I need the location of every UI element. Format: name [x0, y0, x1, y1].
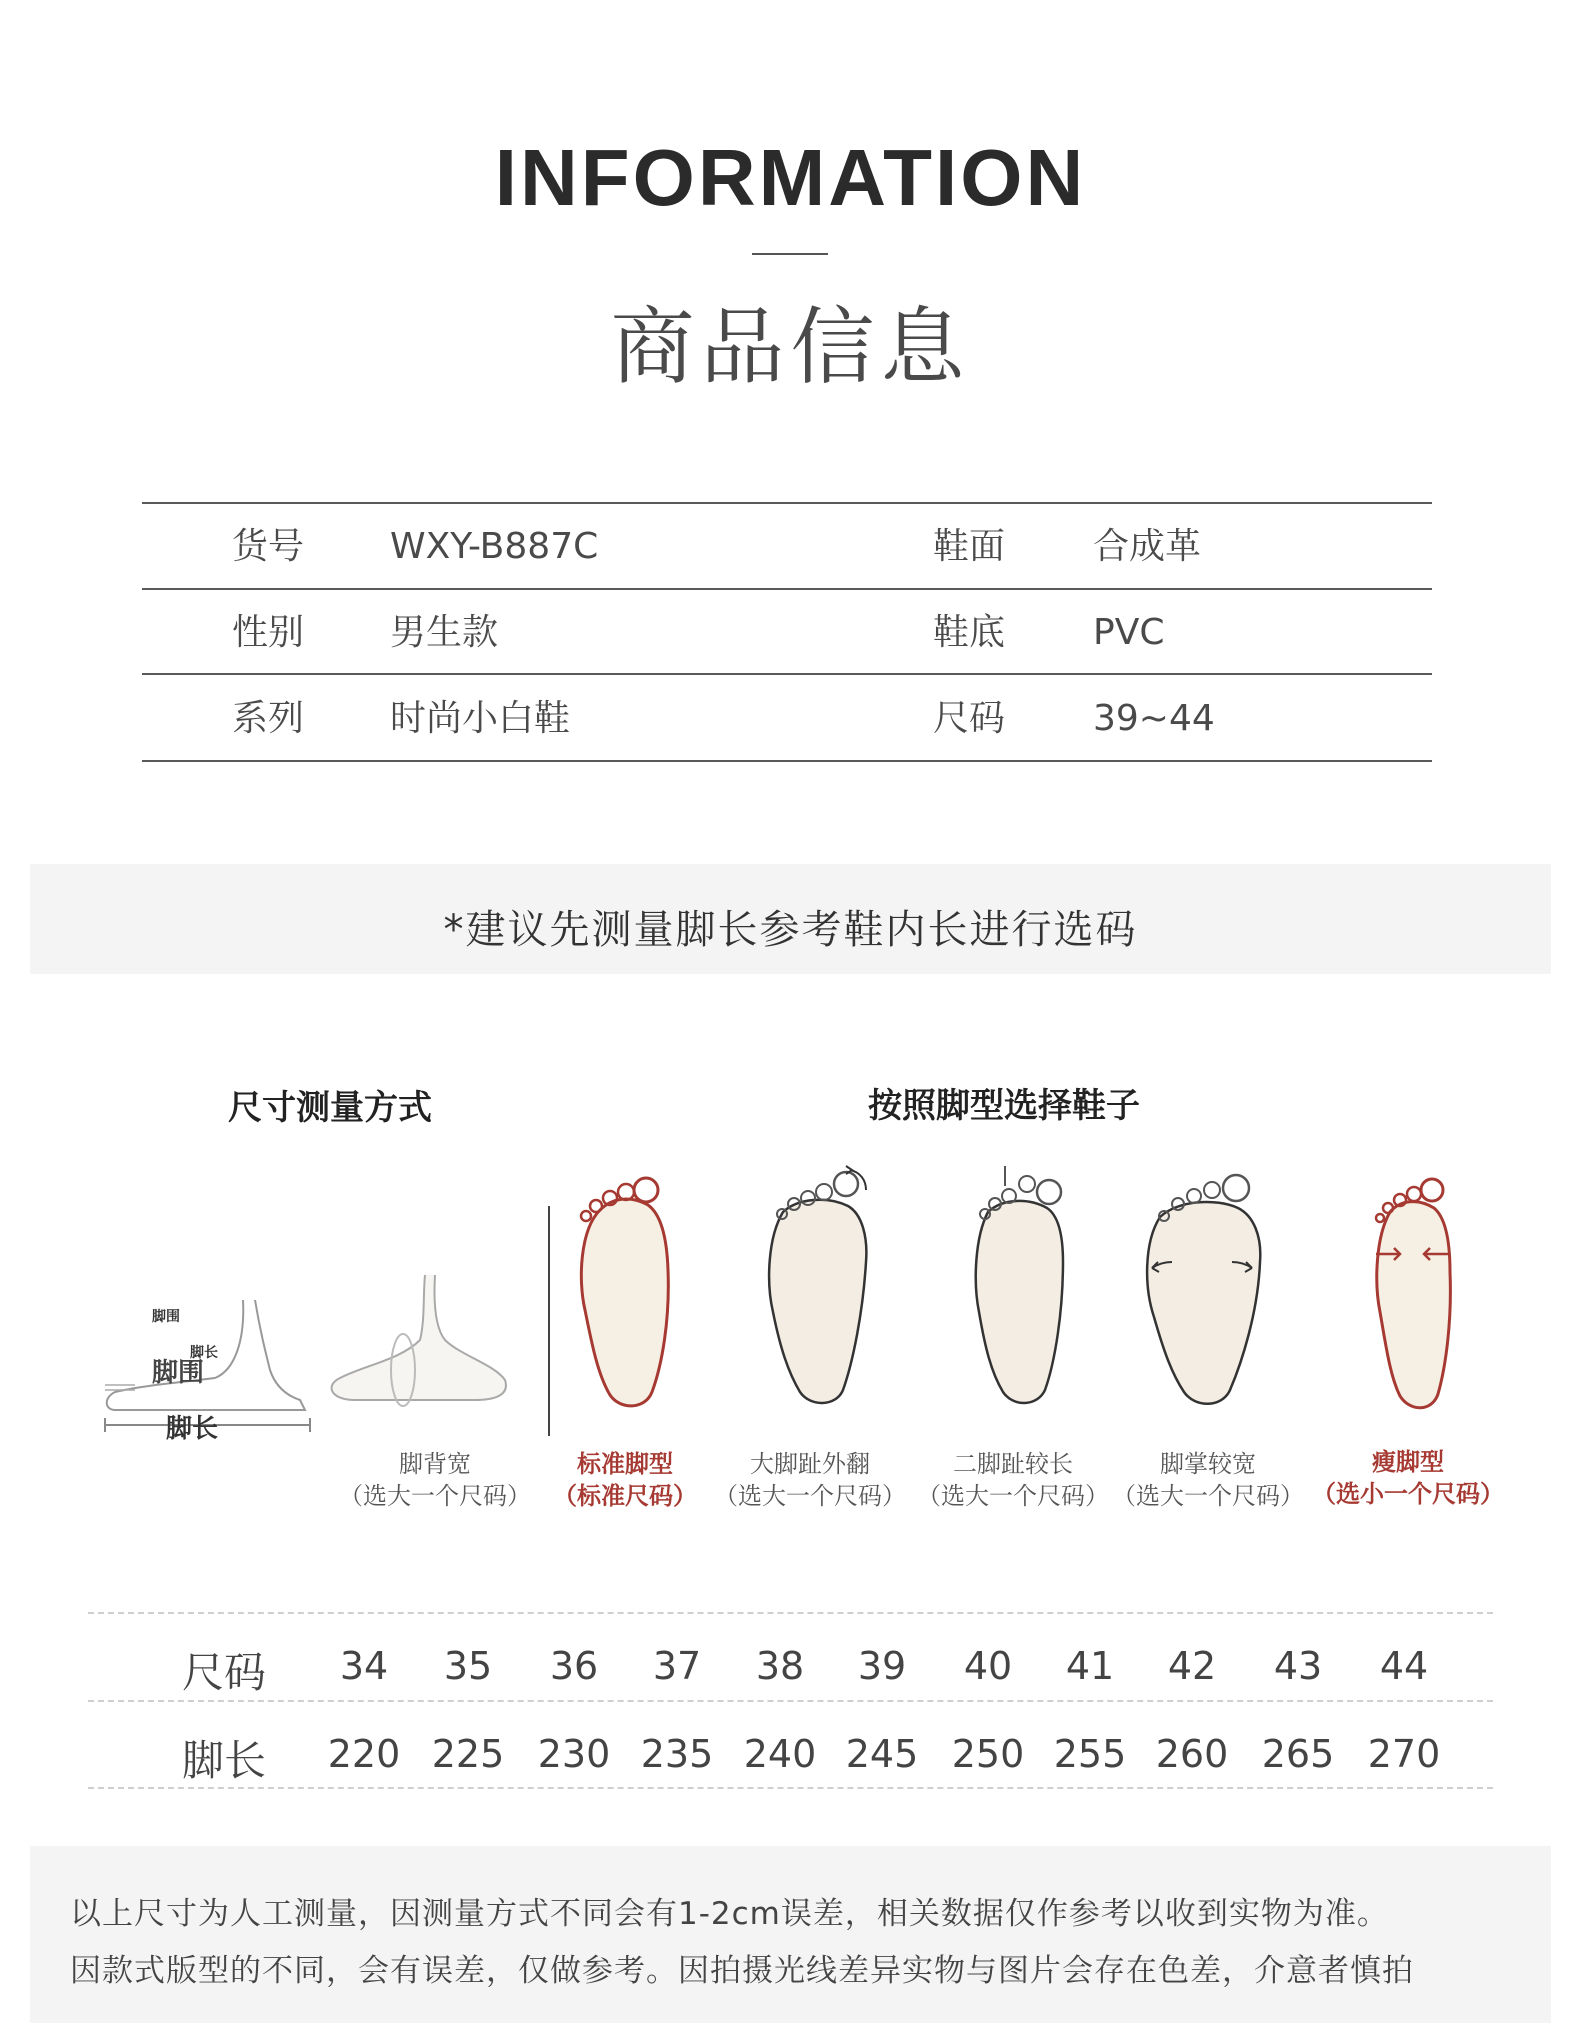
size-cell: 41: [1065, 1644, 1115, 1688]
standard-foot-illustration: [570, 1170, 680, 1415]
label-gender: 性别: [232, 612, 305, 653]
foot-type-slim: [1308, 1446, 1508, 1510]
size-table-rule: [88, 1787, 1493, 1789]
length-cell: 240: [743, 1732, 817, 1776]
foot-type-advice: （标准尺码）: [553, 1482, 697, 1510]
label-sole: 鞋底: [933, 612, 1006, 653]
table-rule-top: [142, 502, 1432, 504]
foot-type-advice: （选大一个尺码）: [917, 1482, 1109, 1510]
length-cell: 235: [640, 1732, 714, 1776]
foot-type-name: 瘦脚型: [1372, 1448, 1444, 1476]
size-cell: 36: [549, 1644, 599, 1688]
length-cell: 265: [1261, 1732, 1335, 1776]
bunion-foot-illustration: [758, 1162, 878, 1412]
label-size-range: 尺码: [933, 698, 1006, 739]
foot-type-name: 大脚趾外翻: [750, 1450, 870, 1478]
size-cell: 43: [1273, 1644, 1323, 1688]
length-row-label: 脚长: [182, 1736, 267, 1785]
foot-type-advice: （选小一个尺码）: [1312, 1480, 1504, 1508]
length-cell: 255: [1053, 1732, 1127, 1776]
foot-type-bunion: [705, 1448, 915, 1512]
size-cell: 37: [652, 1644, 702, 1688]
value-series: 时尚小白鞋: [390, 698, 571, 739]
note-banner: [30, 1846, 1551, 2023]
length-cell: 270: [1367, 1732, 1441, 1776]
slim-foot-illustration: [1362, 1170, 1462, 1415]
size-table-rule: [88, 1700, 1493, 1702]
label-series: 系列: [232, 698, 305, 739]
note-line-1: 以上尺寸为人工测量，因测量方式不同会有1-2cm误差，相关数据仅作参考以收到实物为准。: [70, 1896, 1389, 1932]
value-item-number: WXY-B887C: [390, 526, 599, 567]
length-cell: 260: [1155, 1732, 1229, 1776]
size-cell: 35: [443, 1644, 493, 1688]
length-cell: 250: [951, 1732, 1025, 1776]
long-second-toe-illustration: [963, 1162, 1073, 1412]
size-cell: 39: [857, 1644, 907, 1688]
foot-type-wide: [1108, 1448, 1308, 1512]
foot-type-advice: （选大一个尺码）: [714, 1482, 906, 1510]
value-sole: PVC: [1093, 612, 1165, 653]
instep-caption: [330, 1448, 540, 1512]
length-cell: 245: [845, 1732, 919, 1776]
foot-type-name: 二脚趾较长: [953, 1450, 1073, 1478]
page-title-chinese: 商品信息: [610, 298, 971, 396]
wide-foot-illustration: [1140, 1162, 1270, 1412]
foot-type-heading: 按照脚型选择鞋子: [868, 1086, 1140, 1126]
table-rule: [142, 673, 1432, 675]
size-cell: 38: [755, 1644, 805, 1688]
length-cell: 230: [537, 1732, 611, 1776]
circumference-small-label: 脚围: [152, 1309, 180, 1325]
length-label: 脚长: [166, 1414, 219, 1444]
page-title-english: INFORMATION: [494, 133, 1087, 222]
value-gender: 男生款: [390, 612, 499, 653]
table-rule: [142, 588, 1432, 590]
circumference-label: 脚围: [152, 1358, 205, 1388]
length-small-label: 脚长: [190, 1345, 218, 1361]
title-divider: [752, 253, 828, 255]
section-divider: [548, 1206, 550, 1436]
size-table-rule: [88, 1612, 1493, 1614]
instep-caption-advice: （选大一个尺码）: [339, 1482, 531, 1510]
foot-type-advice: （选大一个尺码）: [1112, 1482, 1304, 1510]
instep-illustration: [325, 1270, 515, 1420]
size-cell: 40: [963, 1644, 1013, 1688]
length-cell: 225: [431, 1732, 505, 1776]
foot-type-name: 脚掌较宽: [1160, 1450, 1256, 1478]
table-rule-bottom: [142, 760, 1432, 762]
label-upper: 鞋面: [933, 526, 1006, 567]
foot-type-name: 标准脚型: [577, 1450, 673, 1478]
value-upper: 合成革: [1093, 526, 1202, 567]
size-cell: 44: [1379, 1644, 1429, 1688]
length-cell: 220: [327, 1732, 401, 1776]
foot-type-long-second-toe: [908, 1448, 1118, 1512]
instep-caption-title: 脚背宽: [399, 1450, 471, 1478]
note-line-2: 因款式版型的不同，会有误差，仅做参考。因拍摄光线差异实物与图片会存在色差，介意者慎拍: [70, 1953, 1414, 1989]
tip-text: *建议先测量脚长参考鞋内长进行选码: [443, 907, 1138, 953]
size-cell: 42: [1167, 1644, 1217, 1688]
foot-type-standard: [540, 1448, 710, 1512]
label-item-number: 货号: [232, 526, 305, 567]
measure-heading: 尺寸测量方式: [228, 1088, 432, 1128]
size-row-label: 尺码: [182, 1648, 267, 1697]
size-cell: 34: [339, 1644, 389, 1688]
value-size-range: 39~44: [1093, 698, 1215, 739]
